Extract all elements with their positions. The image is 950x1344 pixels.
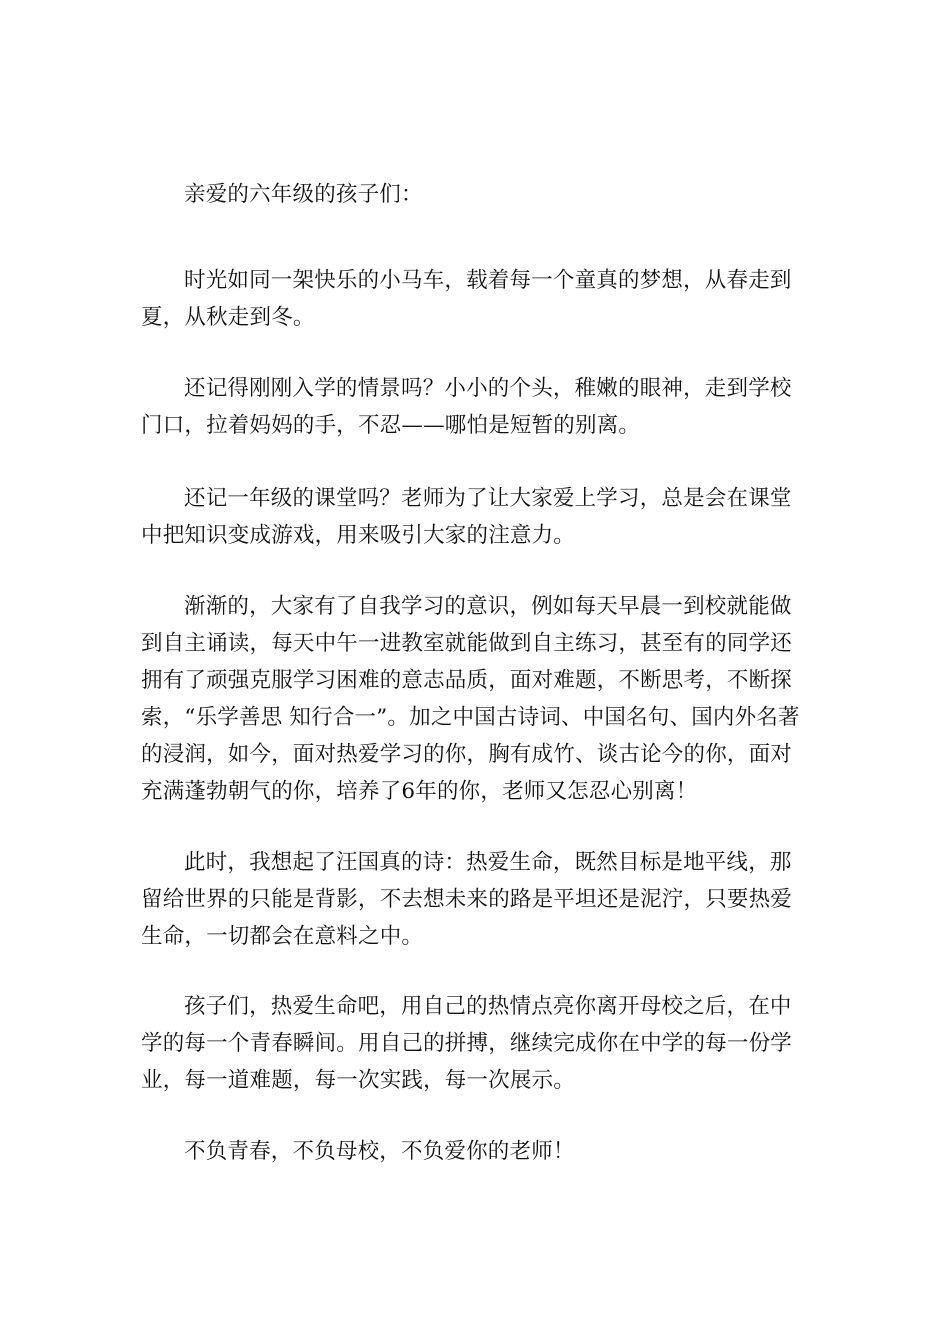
paragraph-5: 此时，我想起了汪国真的诗：热爱生命，既然目标是地平线，那留给世界的只能是背影，不去想未来的路是平坦还是泥泞，只要热爱生命，一切都会在意料之中。 bbox=[141, 850, 793, 949]
letter-salutation: 亲爱的六年级的孩子们： bbox=[184, 182, 423, 207]
paragraph-3: 还记一年级的课堂吗？老师为了让大家爱上学习，总是会在课堂中把知识变成游戏，用来吸引大家的注意力。 bbox=[141, 486, 792, 548]
paragraph-7: 不负青春，不负母校，不负爱你的老师！ bbox=[184, 1139, 575, 1164]
paragraph-4: 渐渐的，大家有了自我学习的意识，例如每天早晨一到校就能做到自主诵读，每天中午一进教室就能做到自主练习，甚至有的同学还拥有了顽强克服学习困难的意志品质，面对难题，不断思考，不断探索，“乐学善思 知行合一”。加之中国古诗词、中国名句、国内外名著的浸润，如今，面对热爱学习的你，胸有成竹、谈古论今的你，面对充满蓬勃朝气的你，培养了6年的你，老师又怎忍心别离！ bbox=[141, 594, 800, 804]
paragraph-2: 还记得刚刚入学的情景吗？小小的个头，稚嫩的眼神，走到学校门口，拉着妈妈的手，不忍——哪怕是短暂的别离。 bbox=[141, 376, 792, 438]
paragraph-6: 孩子们，热爱生命吧，用自己的热情点亮你离开母校之后，在中学的每一个青春瞬间。用自己的拼搏，继续完成你在中学的每一份学业，每一道难题，每一次实践，每一次展示。 bbox=[141, 994, 793, 1093]
paragraph-1: 时光如同一架快乐的小马车，载着每一个童真的梦想，从春走到夏，从秋走到冬。 bbox=[141, 268, 792, 330]
